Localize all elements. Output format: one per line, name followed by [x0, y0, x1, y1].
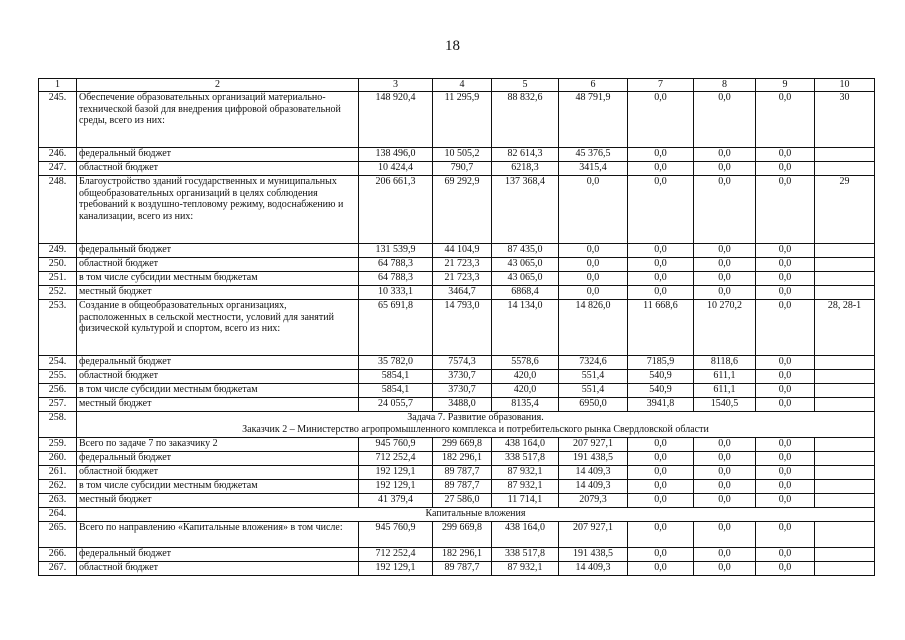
column-header: 3: [359, 79, 433, 92]
amount-cell: 88 832,6: [492, 92, 559, 148]
amount-cell: 0,0: [628, 438, 694, 452]
amount-cell: 551,4: [559, 370, 628, 384]
amount-cell: 0,0: [628, 548, 694, 562]
amount-cell: 11 668,6: [628, 300, 694, 356]
section-heading: [77, 508, 875, 522]
amount-cell: 0,0: [628, 258, 694, 272]
amount-cell: 0,0: [756, 494, 815, 508]
amount-cell: 0,0: [694, 522, 756, 548]
amount-cell: 3415,4: [559, 162, 628, 176]
target-indicator-ref: [815, 384, 875, 398]
table-row: [39, 258, 875, 272]
amount-cell: 0,0: [694, 466, 756, 480]
amount-cell: 82 614,3: [492, 148, 559, 162]
amount-cell: 14 793,0: [433, 300, 492, 356]
amount-cell: 64 788,3: [359, 272, 433, 286]
amount-cell: 148 920,4: [359, 92, 433, 148]
amount-cell: 611,1: [694, 370, 756, 384]
amount-cell: 3730,7: [433, 384, 492, 398]
target-indicator-ref: [815, 522, 875, 548]
row-description: федеральный бюджет: [77, 356, 359, 370]
row-description: федеральный бюджет: [77, 148, 359, 162]
row-number: 257.: [39, 398, 77, 412]
amount-cell: 14 409,3: [559, 466, 628, 480]
target-indicator-ref: [815, 258, 875, 272]
table-row: [39, 272, 875, 286]
amount-cell: 35 782,0: [359, 356, 433, 370]
amount-cell: 87 435,0: [492, 244, 559, 258]
amount-cell: 0,0: [756, 562, 815, 576]
amount-cell: 14 409,3: [559, 480, 628, 494]
amount-cell: 0,0: [559, 272, 628, 286]
amount-cell: 6218,3: [492, 162, 559, 176]
amount-cell: 540,9: [628, 370, 694, 384]
amount-cell: 5854,1: [359, 384, 433, 398]
row-description: Благоустройство зданий государственных и муниципальных общеобразовательных организаций в целях соблюдения требований к воздушно-тепловому режиму, водоснабжению и канализации, всего из них:: [77, 176, 359, 244]
amount-cell: 14 826,0: [559, 300, 628, 356]
amount-cell: 69 292,9: [433, 176, 492, 244]
row-number: 263.: [39, 494, 77, 508]
column-header: 2: [77, 79, 359, 92]
table-row: [39, 244, 875, 258]
amount-cell: 43 065,0: [492, 272, 559, 286]
amount-cell: 3464,7: [433, 286, 492, 300]
row-number: 248.: [39, 176, 77, 244]
table-row: [39, 356, 875, 370]
amount-cell: 0,0: [756, 452, 815, 466]
column-header: 7: [628, 79, 694, 92]
amount-cell: 24 055,7: [359, 398, 433, 412]
target-indicator-ref: [815, 548, 875, 562]
amount-cell: 0,0: [628, 92, 694, 148]
column-header: 6: [559, 79, 628, 92]
amount-cell: 0,0: [694, 438, 756, 452]
row-number: 250.: [39, 258, 77, 272]
amount-cell: 3488,0: [433, 398, 492, 412]
row-description: федеральный бюджет: [77, 548, 359, 562]
amount-cell: 8135,4: [492, 398, 559, 412]
amount-cell: 0,0: [756, 244, 815, 258]
amount-cell: 0,0: [628, 522, 694, 548]
row-number: 246.: [39, 148, 77, 162]
amount-cell: 0,0: [756, 286, 815, 300]
amount-cell: 7324,6: [559, 356, 628, 370]
row-number: 256.: [39, 384, 77, 398]
amount-cell: 0,0: [756, 548, 815, 562]
amount-cell: 0,0: [756, 258, 815, 272]
amount-cell: 0,0: [756, 480, 815, 494]
row-number: 245.: [39, 92, 77, 148]
amount-cell: 0,0: [756, 356, 815, 370]
amount-cell: 21 723,3: [433, 258, 492, 272]
amount-cell: 299 669,8: [433, 522, 492, 548]
amount-cell: 0,0: [628, 162, 694, 176]
table-row: [39, 370, 875, 384]
amount-cell: 0,0: [694, 562, 756, 576]
amount-cell: 2079,3: [559, 494, 628, 508]
amount-cell: 8118,6: [694, 356, 756, 370]
amount-cell: 611,1: [694, 384, 756, 398]
table-row: [39, 562, 875, 576]
row-description: в том числе субсидии местным бюджетам: [77, 384, 359, 398]
amount-cell: 338 517,8: [492, 548, 559, 562]
target-indicator-ref: [815, 162, 875, 176]
section-row: [39, 412, 875, 438]
amount-cell: 182 296,1: [433, 548, 492, 562]
amount-cell: 44 104,9: [433, 244, 492, 258]
amount-cell: 790,7: [433, 162, 492, 176]
column-header: 10: [815, 79, 875, 92]
row-description: областной бюджет: [77, 466, 359, 480]
amount-cell: 7574,3: [433, 356, 492, 370]
table-row: [39, 452, 875, 466]
target-indicator-ref: [815, 452, 875, 466]
target-indicator-ref: [815, 562, 875, 576]
amount-cell: 0,0: [628, 286, 694, 300]
amount-cell: 21 723,3: [433, 272, 492, 286]
amount-cell: 11 295,9: [433, 92, 492, 148]
table-row: [39, 494, 875, 508]
column-header: 5: [492, 79, 559, 92]
row-description: в том числе субсидии местным бюджетам: [77, 480, 359, 494]
amount-cell: 89 787,7: [433, 480, 492, 494]
amount-cell: 438 164,0: [492, 438, 559, 452]
amount-cell: 5854,1: [359, 370, 433, 384]
amount-cell: 207 927,1: [559, 522, 628, 548]
target-indicator-ref: [815, 494, 875, 508]
amount-cell: 192 129,1: [359, 466, 433, 480]
row-number: 254.: [39, 356, 77, 370]
amount-cell: 14 134,0: [492, 300, 559, 356]
amount-cell: 0,0: [694, 148, 756, 162]
table-row: [39, 286, 875, 300]
row-description: областной бюджет: [77, 162, 359, 176]
amount-cell: 10 333,1: [359, 286, 433, 300]
amount-cell: 0,0: [756, 398, 815, 412]
amount-cell: 0,0: [756, 176, 815, 244]
amount-cell: 207 927,1: [559, 438, 628, 452]
amount-cell: 64 788,3: [359, 258, 433, 272]
amount-cell: 0,0: [694, 92, 756, 148]
amount-cell: 0,0: [756, 162, 815, 176]
amount-cell: 137 368,4: [492, 176, 559, 244]
target-indicator-ref: [815, 480, 875, 494]
target-indicator-ref: [815, 244, 875, 258]
row-description: федеральный бюджет: [77, 244, 359, 258]
amount-cell: 192 129,1: [359, 562, 433, 576]
row-description: местный бюджет: [77, 398, 359, 412]
amount-cell: 3941,8: [628, 398, 694, 412]
amount-cell: 438 164,0: [492, 522, 559, 548]
row-number: 264.: [39, 508, 77, 522]
amount-cell: 89 787,7: [433, 562, 492, 576]
amount-cell: 0,0: [628, 562, 694, 576]
amount-cell: 0,0: [694, 494, 756, 508]
column-header: 1: [39, 79, 77, 92]
amount-cell: 338 517,8: [492, 452, 559, 466]
amount-cell: 191 438,5: [559, 548, 628, 562]
amount-cell: 0,0: [756, 272, 815, 286]
page-number: 18: [445, 38, 460, 54]
target-indicator-ref: [815, 148, 875, 162]
amount-cell: 0,0: [628, 272, 694, 286]
amount-cell: 0,0: [756, 148, 815, 162]
amount-cell: 0,0: [559, 244, 628, 258]
amount-cell: 420,0: [492, 384, 559, 398]
amount-cell: 14 409,3: [559, 562, 628, 576]
amount-cell: 0,0: [559, 258, 628, 272]
amount-cell: 89 787,7: [433, 466, 492, 480]
amount-cell: 0,0: [628, 480, 694, 494]
table-row: [39, 176, 875, 244]
table-row: [39, 148, 875, 162]
amount-cell: 551,4: [559, 384, 628, 398]
amount-cell: 0,0: [559, 286, 628, 300]
amount-cell: 540,9: [628, 384, 694, 398]
section-heading-line: Заказчик 2 – Министерство агропромышленного комплекса и потребительского рынка Свердловской области: [242, 423, 709, 435]
amount-cell: 43 065,0: [492, 258, 559, 272]
target-indicator-ref: [815, 272, 875, 286]
section-row: [39, 508, 875, 522]
row-number: 261.: [39, 466, 77, 480]
amount-cell: 41 379,4: [359, 494, 433, 508]
row-number: 251.: [39, 272, 77, 286]
amount-cell: 0,0: [628, 176, 694, 244]
amount-cell: 6868,4: [492, 286, 559, 300]
column-header: 4: [433, 79, 492, 92]
table-row: [39, 522, 875, 548]
amount-cell: 191 438,5: [559, 452, 628, 466]
amount-cell: 420,0: [492, 370, 559, 384]
row-description: областной бюджет: [77, 562, 359, 576]
amount-cell: 0,0: [756, 466, 815, 480]
row-description: в том числе субсидии местным бюджетам: [77, 272, 359, 286]
row-number: 258.: [39, 412, 77, 438]
target-indicator-ref: [815, 466, 875, 480]
amount-cell: 299 669,8: [433, 438, 492, 452]
row-description: местный бюджет: [77, 494, 359, 508]
target-indicator-ref: 30: [815, 92, 875, 148]
amount-cell: 10 424,4: [359, 162, 433, 176]
target-indicator-ref: 29: [815, 176, 875, 244]
amount-cell: 0,0: [628, 466, 694, 480]
amount-cell: 87 932,1: [492, 562, 559, 576]
row-number: 255.: [39, 370, 77, 384]
table-row: [39, 548, 875, 562]
amount-cell: 10 270,2: [694, 300, 756, 356]
section-heading-line: Задача 7. Развитие образования.: [407, 412, 544, 423]
table-row: [39, 300, 875, 356]
row-description: Обеспечение образовательных организаций материально-технической базой для внедрения цифровой образовательной среды, всего из них:: [77, 92, 359, 148]
amount-cell: 10 505,2: [433, 148, 492, 162]
amount-cell: 87 932,1: [492, 466, 559, 480]
amount-cell: 1540,5: [694, 398, 756, 412]
amount-cell: 5578,6: [492, 356, 559, 370]
amount-cell: 48 791,9: [559, 92, 628, 148]
amount-cell: 0,0: [756, 92, 815, 148]
row-number: 267.: [39, 562, 77, 576]
target-indicator-ref: [815, 438, 875, 452]
table-row: [39, 162, 875, 176]
amount-cell: 45 376,5: [559, 148, 628, 162]
amount-cell: 192 129,1: [359, 480, 433, 494]
amount-cell: 11 714,1: [492, 494, 559, 508]
amount-cell: 0,0: [756, 300, 815, 356]
row-number: 265.: [39, 522, 77, 548]
amount-cell: 0,0: [628, 148, 694, 162]
amount-cell: 0,0: [756, 370, 815, 384]
row-description: Всего по направлению «Капитальные вложения» в том числе:: [77, 522, 359, 548]
amount-cell: 0,0: [628, 452, 694, 466]
row-number: 260.: [39, 452, 77, 466]
table-row: [39, 466, 875, 480]
amount-cell: 65 691,8: [359, 300, 433, 356]
row-description: Всего по задаче 7 по заказчику 2: [77, 438, 359, 452]
row-number: 262.: [39, 480, 77, 494]
amount-cell: 138 496,0: [359, 148, 433, 162]
table-row: [39, 480, 875, 494]
column-header: 8: [694, 79, 756, 92]
amount-cell: 0,0: [694, 286, 756, 300]
amount-cell: 206 661,3: [359, 176, 433, 244]
amount-cell: 7185,9: [628, 356, 694, 370]
row-description: областной бюджет: [77, 258, 359, 272]
amount-cell: 3730,7: [433, 370, 492, 384]
target-indicator-ref: [815, 398, 875, 412]
target-indicator-ref: 28, 28-1: [815, 300, 875, 356]
target-indicator-ref: [815, 286, 875, 300]
column-header: 9: [756, 79, 815, 92]
row-number: 249.: [39, 244, 77, 258]
amount-cell: 0,0: [756, 438, 815, 452]
amount-cell: 0,0: [628, 494, 694, 508]
amount-cell: 945 760,9: [359, 438, 433, 452]
amount-cell: 712 252,4: [359, 452, 433, 466]
amount-cell: 0,0: [694, 480, 756, 494]
table-row: [39, 92, 875, 148]
amount-cell: 945 760,9: [359, 522, 433, 548]
amount-cell: 0,0: [694, 258, 756, 272]
amount-cell: 6950,0: [559, 398, 628, 412]
table-row: [39, 384, 875, 398]
amount-cell: 0,0: [756, 522, 815, 548]
row-description: областной бюджет: [77, 370, 359, 384]
target-indicator-ref: [815, 356, 875, 370]
row-number: 247.: [39, 162, 77, 176]
row-number: 253.: [39, 300, 77, 356]
section-heading-line: Капитальные вложения: [425, 508, 526, 519]
amount-cell: 0,0: [628, 244, 694, 258]
amount-cell: 0,0: [694, 244, 756, 258]
amount-cell: 87 932,1: [492, 480, 559, 494]
amount-cell: 0,0: [559, 176, 628, 244]
row-number: 259.: [39, 438, 77, 452]
amount-cell: 0,0: [694, 272, 756, 286]
amount-cell: 0,0: [694, 452, 756, 466]
amount-cell: 0,0: [694, 548, 756, 562]
budget-table: [38, 78, 875, 576]
target-indicator-ref: [815, 370, 875, 384]
row-number: 252.: [39, 286, 77, 300]
amount-cell: 0,0: [756, 384, 815, 398]
table-row: [39, 398, 875, 412]
amount-cell: 27 586,0: [433, 494, 492, 508]
section-heading: [77, 412, 875, 438]
row-description: Создание в общеобразовательных организациях, расположенных в сельской местности, условий для занятий физической культурой и спортом, всего из них:: [77, 300, 359, 356]
row-number: 266.: [39, 548, 77, 562]
amount-cell: 0,0: [694, 162, 756, 176]
column-number-header-row: [39, 79, 875, 92]
amount-cell: 0,0: [694, 176, 756, 244]
amount-cell: 712 252,4: [359, 548, 433, 562]
amount-cell: 182 296,1: [433, 452, 492, 466]
row-description: федеральный бюджет: [77, 452, 359, 466]
amount-cell: 131 539,9: [359, 244, 433, 258]
table-row: [39, 438, 875, 452]
row-description: местный бюджет: [77, 286, 359, 300]
